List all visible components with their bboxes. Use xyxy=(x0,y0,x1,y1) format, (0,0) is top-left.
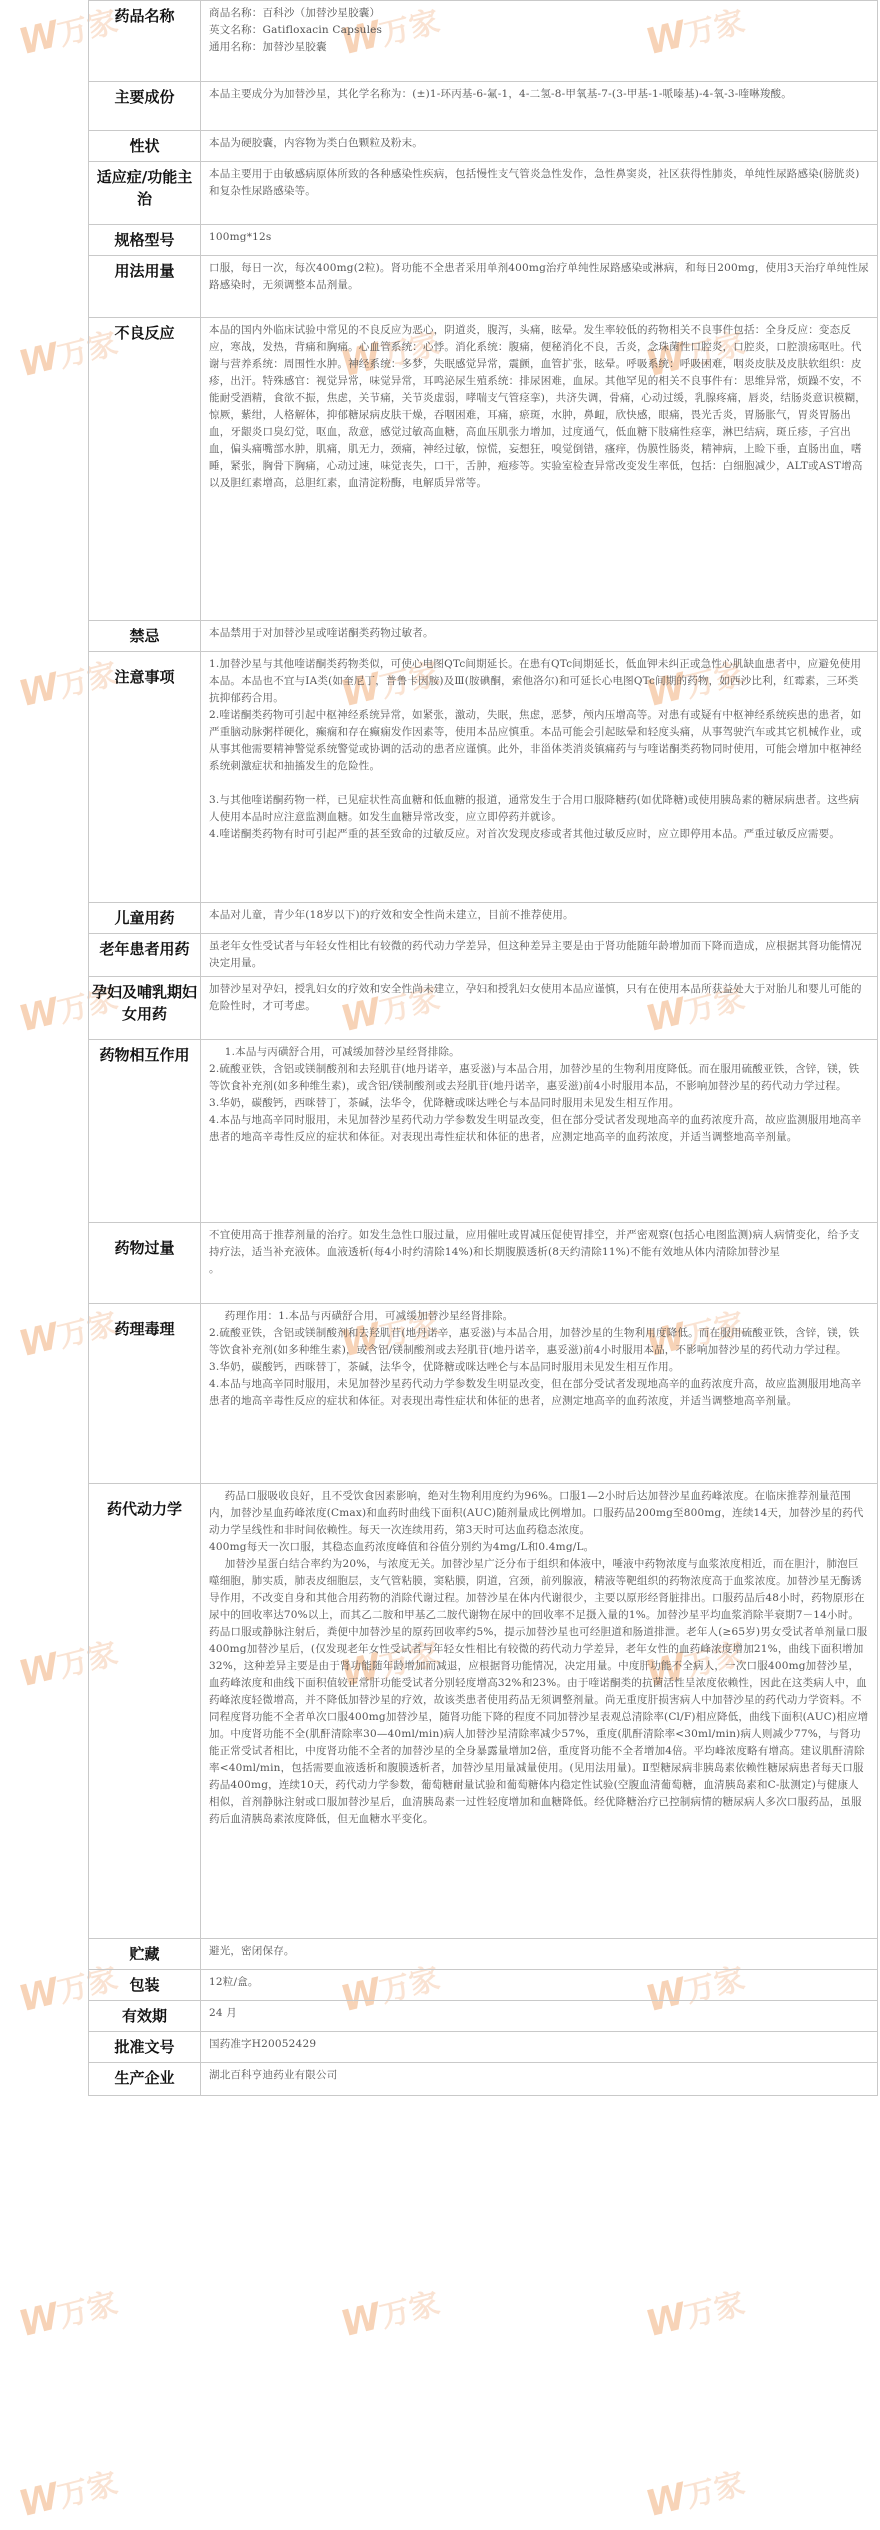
watermark: W万家 xyxy=(336,326,444,386)
row-storage xyxy=(89,1939,878,1970)
watermark: W万家 xyxy=(641,2286,749,2346)
row-label-approval: 批准文号 xyxy=(89,2032,201,2063)
row-validity xyxy=(89,2001,878,2032)
row-label-adverse: 不良反应 xyxy=(89,318,201,621)
row-value-ingredients xyxy=(201,82,878,131)
row-value-approval xyxy=(201,2032,878,2063)
watermark: W万家 xyxy=(336,1636,444,1696)
value-line: 4.喹诺酮类药物有时可引起严重的甚至致命的过敏反应。对首次发现皮疹或者其他过敏反应时，应立即停用本品。严重过敏反应需要。 xyxy=(209,828,841,840)
row-value-children xyxy=(201,903,878,934)
value-line: 通用名称：加替沙星胶囊 xyxy=(209,41,327,53)
value-line: 虽老年女性受试者与年轻女性相比有较微的药代动力学差异，但这种差异主要是由于肾功能随年龄增加而下降而造成，应根据其肾功能情况决定用量。 xyxy=(209,940,862,969)
row-dosage xyxy=(89,256,878,318)
row-children xyxy=(89,903,878,934)
row-value-spec xyxy=(201,225,878,256)
watermark: W万家 xyxy=(641,4,749,64)
row-appearance xyxy=(89,131,878,162)
value-line: 3.华奶，碳酸钙，西咪替丁，茶碱，法华令，优降糖或咪达唑仑与本品同时服用未见发生相互作用。 xyxy=(209,1097,680,1109)
watermark: W万家 xyxy=(641,1636,749,1696)
row-value-manufacturer xyxy=(201,2063,878,2096)
value-line: 。 xyxy=(209,1263,220,1275)
watermark: W万家 xyxy=(14,981,122,1041)
value-line: 加替沙星蛋白结合率约为20%，与浓度无关。加替沙星广泛分布于组织和体液中，唾液中药物浓度与血浆浓度相近，而在胆汁，肺泡巨噬细胞，肺实质，肺表皮细胞层，支气管粘膜，窦粘膜，阴道，宫颈，前列腺液，精液等靶组织的药物浓度高于血浆浓度。加替沙星无酶诱导作用，不改变自身和其他合用药物的消除代谢过程。加替沙星在体内代谢很少，主要以原形经肾脏排出。口服药品后48小时，药物原形在尿中的回收率达70%以上，而其乙二胺和甲基乙二胺代谢物在尿中的回收率不足摄入量的1%。加替沙星平均血浆消除半衰期7－14小时。药品口服或静脉注射后，粪便中加替沙星的原药回收率约5%，提示加替沙星也可经胆道和肠道排泄。老年人(≥65岁)男女受试者单剂量口服400mg加替沙星后，(仅发现老年女性受试者与年轻女性相比有较微的药代动力学差异，老年女性的血药峰浓度增加21%，曲线下面积增加32%，这种差异主要是由于肾功能随年龄增加而减退，应根据肾功能情况，决定用量。中度肝功能不全病人，一次口服400mg加替沙星，血药峰浓度和曲线下面积值较正常肝功能受试者分别轻度增高32%和23%。由于喹诺酮类的抗菌活性呈浓度依赖性，因此在这类病人中，血药峰浓度轻微增高，并不降低加替沙星的疗效，故该类患者使用药品无须调整剂量。尚无重度肝损害病人中加替沙星的药代动力学资料。不同程度肾功能不全者单次口服400mg加替沙星，随肾功能下降的程度不同加替沙星表观总清除率(Cl/F)相应降低，曲线下面积(AUC)相应增加。中度肾功能不全(肌酐清除率30—40ml/min)病人加替沙星清除率减少57%，重度(肌酐清除率<30ml/min)病人则减少77%，与肾功能正常受试者相比，中度肾功能不全者的加替沙星的全身暴露量增加2倍，重度肾功能不全者增加4倍。平均峰浓度略有增高。建议肌酐清除率<40ml/min，包括需要血液透析和腹膜透析者，加替沙星用量减量使用。(见用法用量)。Ⅱ型糖尿病非胰岛素依赖性糖尿病患者每天口服药品400mg，连续10天，药代动力学参数，葡萄糖耐量试验和葡萄糖体内稳定性试验(空腹血清葡萄糖，血清胰岛素和C-肽测定)与健康人相似，首剂静脉注射或口服加替沙星后，血清胰岛素一过性轻度增加和血糖降低。经优降糖治疗已控制病情的糖尿病人多次口服药品，虽服药后血清胰岛素浓度降低，但无血糖水平变化。 xyxy=(209,1558,869,1825)
watermark: W万家 xyxy=(336,981,444,1041)
value-line xyxy=(209,775,869,792)
value-line: 1.加替沙星与其他喹诺酮类药物类似，可使心电图QTc间期延长。在患有QTc间期延长，低血钾未纠正或急性心肌缺血患者中，应避免使用本品。本品也不宜与IA类(如奎尼丁，普鲁卡因胺)及Ⅲ(胺碘酮，索他洛尔)和可延长心电图QTc间期的药物，如西沙比利，红霉素，三环类抗抑郁药合用。 xyxy=(209,658,862,704)
watermark: W万家 xyxy=(14,2466,122,2526)
row-pregnancy xyxy=(89,977,878,1040)
watermark: W万家 xyxy=(14,656,122,716)
row-label-indications: 适应症/功能主治 xyxy=(89,162,201,225)
value-line: 本品为硬胶囊，内容物为类白色颗粒及粉末。 xyxy=(209,137,423,149)
watermark: W万家 xyxy=(336,656,444,716)
value-line: 本品主要成分为加替沙星，其化学名称为：(±)1-环丙基-6-氟-1，4-二氢-8-甲氧基-7-(3-甲基-1-哌嗪基)-4-氧-3-喹啉羧酸。 xyxy=(209,88,792,100)
value-line: 避光，密闭保存。 xyxy=(209,1945,295,1957)
row-label-elderly: 老年患者用药 xyxy=(89,934,201,977)
value-line: 本品对儿童，青少年(18岁以下)的疗效和安全性尚未建立，目前不推荐使用。 xyxy=(209,909,574,921)
value-line: 4.本品与地高辛同时服用，未见加替沙星药代动力学参数发生明显改变，但在部分受试者发现地高辛的血药浓度升高，故应监测服用地高辛患者的地高辛毒性反应的症状和体征。对表现出毒性症状和体征的患者，应测定地高辛的血药浓度，并适当调整地高辛剂量。 xyxy=(209,1114,862,1143)
row-value-pregnancy xyxy=(201,977,878,1040)
value-line: 100mg*12s xyxy=(209,231,272,243)
row-value-package xyxy=(201,1970,878,2001)
row-value-appearance xyxy=(201,131,878,162)
drug-spec-table xyxy=(88,0,878,2096)
watermark: W万家 xyxy=(641,656,749,716)
spec-table-body xyxy=(89,1,878,2096)
row-label-pregnancy: 孕妇及哺乳期妇女用药 xyxy=(89,977,201,1040)
row-label-precautions: 注意事项 xyxy=(89,652,201,903)
value-line: 3.与其他喹诺酮药物一样，已见症状性高血糖和低血糖的报道，通常发生于合用口服降糖药(如优降糖)或使用胰岛素的糖尿病患者。这些病人使用本品时应注意监测血糖。如发生血糖异常改变，应立即停药并就诊。 xyxy=(209,794,860,823)
value-line: 2.硫酸亚铁，含铝或镁制酸剂和去羟肌苷(地丹诺辛，惠妥滋)与本品合用，加替沙星的生物利用度降低。而在服用硫酸亚铁，含锌，镁，铁等饮食补充剂(如多种维生素)，或含铝/镁制酸剂或去羟肌苷(地丹诺辛，惠妥滋)前4小时服用本品，不影响加替沙星的药代动力学过程。 xyxy=(209,1327,860,1356)
row-value-name xyxy=(201,1,878,82)
row-value-precautions xyxy=(201,652,878,903)
row-label-overdose: 药物过量 xyxy=(89,1223,201,1304)
row-value-contra xyxy=(201,621,878,652)
row-label-pharmacokinetics: 药代动力学 xyxy=(89,1484,201,1939)
row-label-interactions: 药物相互作用 xyxy=(89,1040,201,1223)
row-value-elderly xyxy=(201,934,878,977)
value-line: 加替沙星对孕妇，授乳妇女的疗效和安全性尚未建立，孕妇和授乳妇女使用本品应谨慎，只有在使用本品所获益处大于对胎儿和婴儿可能的危险性时，才可考虑。 xyxy=(209,983,862,1012)
row-label-pharmacology: 药理毒理 xyxy=(89,1304,201,1484)
row-elderly xyxy=(89,934,878,977)
row-precautions xyxy=(89,652,878,903)
row-indications xyxy=(89,162,878,225)
value-line: 2.硫酸亚铁，含铝或镁制酸剂和去羟肌苷(地丹诺辛，惠妥滋)与本品合用，加替沙星的生物利用度降低。而在服用硫酸亚铁，含锌，镁，铁等饮食补充剂(如多种维生素)，或含铝/镁制酸剂或去羟肌苷(地丹诺辛，惠妥滋)前4小时服用本品，不影响加替沙星的药代动力学过程。 xyxy=(209,1063,860,1092)
watermark: W万家 xyxy=(14,1636,122,1696)
row-spec xyxy=(89,225,878,256)
row-value-pharmacokinetics xyxy=(201,1484,878,1939)
row-label-storage: 贮藏 xyxy=(89,1939,201,1970)
watermark: W万家 xyxy=(14,2286,122,2346)
value-line: 2.喹诺酮类药物可引起中枢神经系统异常，如紧张，激动，失眠，焦虑，恶梦，颅内压增高等。对患有或疑有中枢神经系统疾患的患者，如严重脑动脉粥样硬化，癫痫和存在癫痫发作因素等，使用本品应慎重。本品可能会引起眩晕和轻度头痛，从事驾驶汽车或其它机械作业，或从事其他需要精神警觉系统警觉或协调的活动的患者应谨慎。此外，非甾体类消炎镇痛药与与喹诺酮类药物同时使用，可能会增加中枢神经系统刺激症状和抽搐发生的危险性。 xyxy=(209,709,862,772)
row-value-validity xyxy=(201,2001,878,2032)
value-line: 4.本品与地高辛同时服用，未见加替沙星药代动力学参数发生明显改变，但在部分受试者发现地高辛的血药浓度升高，故应监测服用地高辛患者的地高辛毒性反应的症状和体征。对表现出毒性症状和体征的患者，应测定地高辛的血药浓度，并适当调整地高辛剂量。 xyxy=(209,1378,862,1407)
watermark: W万家 xyxy=(641,1306,749,1366)
row-label-spec: 规格型号 xyxy=(89,225,201,256)
watermark: W万家 xyxy=(336,2286,444,2346)
row-approval xyxy=(89,2032,878,2063)
watermark: W万家 xyxy=(641,2466,749,2526)
row-label-appearance: 性状 xyxy=(89,131,201,162)
value-line: 400mg每天一次口服，其稳态血药浓度峰值和谷值分别约为4mg/L和0.4mg/L。 xyxy=(209,1541,595,1553)
watermark: W万家 xyxy=(336,1306,444,1366)
row-label-package: 包装 xyxy=(89,1970,201,2001)
value-line: 英文名称：Gatifloxacin Capsules xyxy=(209,24,383,36)
value-line: 本品的国内外临床试验中常见的不良反应为恶心，阴道炎，腹泻，头痛，眩晕。发生率较低的药物相关不良事件包括：全身反应：变态反应，寒战，发热，背痛和胸痛。心血管系统：心悸。消化系统：腹痛，便秘消化不良，舌炎，念珠菌性口腔炎，口腔炎，口腔溃疡呕吐。代谢与营养系统：周围性水肿。神经系统：多梦，失眠感觉异常，震颤，血管扩张，眩晕。呼吸系统：呼吸困难，咽炎皮肤及皮肤软组织：皮疹，出汗。特殊感官：视觉异常，味觉异常，耳鸣泌尿生殖系统：排尿困难，血尿。其他罕见的相关不良事件有：思维异常，烦躁不安，不能耐受酒精，食欲不振，焦虑，关节痛，关节炎虚弱，哮喘支气管痉挛)，共济失调，骨痛，心动过缓，乳腺疼痛，唇炎，结肠炎意识模糊，惊厥，紫绀，人格解体，抑郁糖尿病皮肤干燥，吞咽困难，耳痛，瘀斑，水肿，鼻衄，欣快感，眼痛，畏光舌炎，胃肠胀气，胃炎胃肠出血，牙龈炎口臭幻觉，呕血，敌意，感觉过敏高血糖，高血压肌张力增加，过度通气，低血糖下肢痛性痉挛，淋巴结病，斑丘疹，子宫出血，偏头痛嘴部水肿，肌痛，肌无力，颈痛，神经过敏，惊慌，妄想狂，嗅觉倒错，瘙痒，伪膜性肠炎，精神病，上睑下垂，直肠出血，嗜睡，紧张，胸骨下胸痛，心动过速，味觉丧失，口干，舌肿，疱疹等。实验室检查异常改变发生率低，包括：白细胞减少，ALT或AST增高以及胆红素增高，总胆红素，血清淀粉酶，电解质异常等。 xyxy=(209,324,866,489)
row-overdose xyxy=(89,1223,878,1304)
value-line: 本品主要用于由敏感病原体所致的各种感染性疾病，包括慢性支气管炎急性发作，急性鼻窦炎，社区获得性肺炎，单纯性尿路感染(膀胱炎)和复杂性尿路感染等。 xyxy=(209,168,860,197)
row-value-adverse xyxy=(201,318,878,621)
row-label-ingredients: 主要成份 xyxy=(89,82,201,131)
row-value-pharmacology xyxy=(201,1304,878,1484)
value-line: 3.华奶，碳酸钙，西咪替丁，茶碱，法华令，优降糖或咪达唑仑与本品同时服用未见发生相互作用。 xyxy=(209,1361,680,1373)
watermark: W万家 xyxy=(14,1306,122,1366)
row-value-indications xyxy=(201,162,878,225)
watermark: W万家 xyxy=(641,981,749,1041)
row-pharmacology xyxy=(89,1304,878,1484)
value-line: 12粒/盒。 xyxy=(209,1976,259,1988)
value-line: 药理作用：1.本品与丙磺舒合用，可减缓加替沙星经肾排除。 xyxy=(224,1310,514,1322)
row-label-validity: 有效期 xyxy=(89,2001,201,2032)
row-value-overdose xyxy=(201,1223,878,1304)
row-value-storage xyxy=(201,1939,878,1970)
row-value-dosage xyxy=(201,256,878,318)
row-label-children: 儿童用药 xyxy=(89,903,201,934)
watermark: W万家 xyxy=(336,4,444,64)
row-ingredients xyxy=(89,82,878,131)
row-contra xyxy=(89,621,878,652)
value-line: 商品名称：百科沙（加替沙星胶囊） xyxy=(209,7,381,19)
value-line: 国药准字H20052429 xyxy=(209,2038,317,2050)
watermark: W万家 xyxy=(336,1961,444,2021)
row-adverse xyxy=(89,318,878,621)
row-manufacturer xyxy=(89,2063,878,2096)
row-package xyxy=(89,1970,878,2001)
value-line: 本品禁用于对加替沙星或喹诺酮类药物过敏者。 xyxy=(209,627,434,639)
row-label-name: 药品名称 xyxy=(89,1,201,82)
watermark: W万家 xyxy=(14,4,122,64)
value-line: 24 月 xyxy=(209,2007,237,2019)
row-pharmacokinetics xyxy=(89,1484,878,1939)
watermark: W万家 xyxy=(14,326,122,386)
row-label-dosage: 用法用量 xyxy=(89,256,201,318)
row-value-interactions xyxy=(201,1040,878,1223)
value-line: 湖北百科亨迪药业有限公司 xyxy=(209,2069,338,2081)
row-interactions xyxy=(89,1040,878,1223)
watermark: W万家 xyxy=(641,326,749,386)
watermark: W万家 xyxy=(641,1961,749,2021)
row-label-manufacturer: 生产企业 xyxy=(89,2063,201,2096)
row-name xyxy=(89,1,878,82)
value-line: 不宜使用高于推荐剂量的治疗。如发生急性口服过量，应用催吐或胃减压促使胃排空，并严密观察(包括心电图监测)病人病情变化，给予支持疗法，适当补充液体。血液透析(每4小时约清除14%)和长期腹膜透析(8天约清除11%)不能有效地从体内清除加替沙星 xyxy=(209,1229,860,1258)
value-line: 口服，每日一次，每次400mg(2粒)。肾功能不全患者采用单剂400mg治疗单纯性尿路感染或淋病，和每日200mg，使用3天治疗单纯性尿路感染时，无须调整本品剂量。 xyxy=(209,262,869,291)
value-line: 1.本品与丙磺舒合用，可减缓加替沙星经肾排除。 xyxy=(224,1046,460,1058)
value-line: 药品口服吸收良好，且不受饮食因素影响，绝对生物利用度约为96%。口服1—2小时后达加替沙星血药峰浓度。在临床推荐剂量范围内，加替沙星血药峰浓度(Cmax)和血药时曲线下面积(AUC)随剂量成比例增加。口服药品200mg至800mg，连续14天，加替沙星的药代动力学呈线性和非时间依赖性。每天一次连续用药，第3天时可达血药稳态浓度。 xyxy=(209,1490,864,1536)
watermark: W万家 xyxy=(14,1961,122,2021)
row-label-contra: 禁忌 xyxy=(89,621,201,652)
